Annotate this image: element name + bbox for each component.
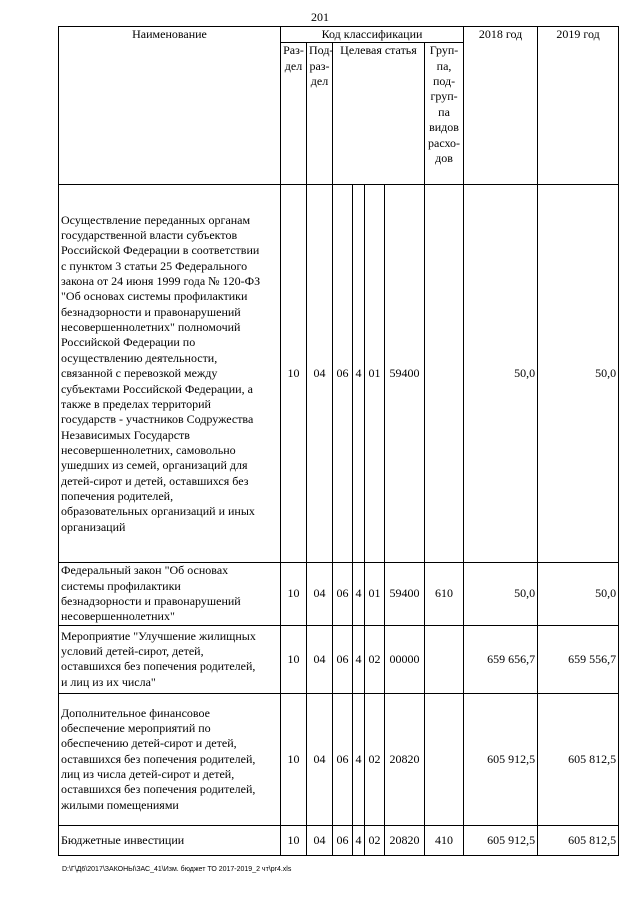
- header-row-1: [59, 27, 619, 43]
- row-razdel: 10: [281, 563, 307, 625]
- row-podrazdel: 04: [307, 693, 333, 825]
- row-amount-2018: 605 912,5: [464, 693, 538, 825]
- header-name: Наименование: [59, 27, 281, 185]
- row-expense-group: 410: [425, 825, 464, 855]
- row-name: Мероприятие "Улучшение жилищных условий детей-сирот, детей, оставшихся без попечения родителей, и лиц из их числа": [59, 625, 281, 693]
- row-target-main-event: 02: [365, 625, 385, 693]
- row-razdel: 10: [281, 825, 307, 855]
- row-target-subprogram: 4: [353, 625, 365, 693]
- row-name: Федеральный закон "Об основах системы профилактики безнадзорности и правонарушений несовершеннолетних": [59, 563, 281, 625]
- row-razdel: 10: [281, 625, 307, 693]
- row-amount-2019: 50,0: [538, 185, 619, 563]
- row-target-main-event: 02: [365, 825, 385, 855]
- row-target-main-event: 01: [365, 185, 385, 563]
- row-expense-group: 610: [425, 563, 464, 625]
- row-target-program: 06: [333, 563, 353, 625]
- row-amount-2018: 50,0: [464, 185, 538, 563]
- row-razdel: 10: [281, 693, 307, 825]
- table-row: [59, 625, 619, 693]
- header-razdel: Раз- дел: [281, 43, 307, 185]
- row-target-subprogram: 4: [353, 825, 365, 855]
- row-amount-2019: 605 812,5: [538, 693, 619, 825]
- row-amount-2019: 659 556,7: [538, 625, 619, 693]
- table-row: [59, 825, 619, 855]
- row-expense-group: [425, 185, 464, 563]
- row-amount-2018: 659 656,7: [464, 625, 538, 693]
- header-2019: 2019 год: [538, 27, 619, 185]
- row-target-main-event: 02: [365, 693, 385, 825]
- row-target-subprogram: 4: [353, 563, 365, 625]
- page-number: 201: [311, 10, 329, 24]
- row-target-direction: 59400: [385, 185, 425, 563]
- row-target-direction: 59400: [385, 563, 425, 625]
- row-target-program: 06: [333, 625, 353, 693]
- row-target-main-event: 01: [365, 563, 385, 625]
- row-podrazdel: 04: [307, 185, 333, 563]
- table-row: [59, 185, 619, 563]
- row-amount-2019: 605 812,5: [538, 825, 619, 855]
- row-target-direction: 00000: [385, 625, 425, 693]
- file-path-footer: D:\Г\Д6\2017\ЗАКОНЫ\ЗАС_41\Изм. бюджет ТО 2017-2019_2 чт\pr4.xls: [62, 866, 292, 873]
- row-target-subprogram: 4: [353, 185, 365, 563]
- row-podrazdel: 04: [307, 825, 333, 855]
- budget-table: [58, 26, 619, 856]
- row-name: Бюджетные инвестиции: [59, 825, 281, 855]
- header-target: Целевая статья: [333, 43, 425, 185]
- row-target-subprogram: 4: [353, 693, 365, 825]
- row-amount-2018: 50,0: [464, 563, 538, 625]
- row-target-direction: 20820: [385, 693, 425, 825]
- header-podrazdel: Под- раз- дел: [307, 43, 333, 185]
- row-target-direction: 20820: [385, 825, 425, 855]
- row-amount-2018: 605 912,5: [464, 825, 538, 855]
- table-row: [59, 563, 619, 625]
- row-podrazdel: 04: [307, 563, 333, 625]
- row-target-program: 06: [333, 825, 353, 855]
- row-name: Осуществление переданных органам государственной власти субъектов Российской Федерации в соответствии с пунктом 3 статьи 25 Федерального закона от 24 июня 1999 года № 120-ФЗ "Об основах системы профилактики безнадзорности и правонарушений несовершеннолетних" полномочий Российской Федерации по осуществлению деятельности, связанной с перевозкой между субъектами Российской Федерации, а также в пределах территорий государств - участников Содружества Независимых Государств несовершеннолетних, самовольно ушедших из семей, организаций для детей-сирот и детей, оставшихся без попечения родителей, образовательных организаций и иных организаций: [59, 185, 281, 563]
- row-name: Дополнительное финансовое обеспечение мероприятий по обеспечению детей-сирот и детей, оставшихся без попечения родителей, лиц из числа детей-сирот и детей, оставшихся без попечения родителей, жилыми помещениями: [59, 693, 281, 825]
- header-group: Груп- па, под- груп- па видов расхо- дов: [425, 43, 464, 185]
- row-amount-2019: 50,0: [538, 563, 619, 625]
- row-razdel: 10: [281, 185, 307, 563]
- row-target-program: 06: [333, 693, 353, 825]
- table-row: [59, 693, 619, 825]
- row-expense-group: [425, 693, 464, 825]
- row-expense-group: [425, 625, 464, 693]
- row-podrazdel: 04: [307, 625, 333, 693]
- row-target-program: 06: [333, 185, 353, 563]
- header-2018: 2018 год: [464, 27, 538, 185]
- header-classification: Код классификации: [281, 27, 464, 43]
